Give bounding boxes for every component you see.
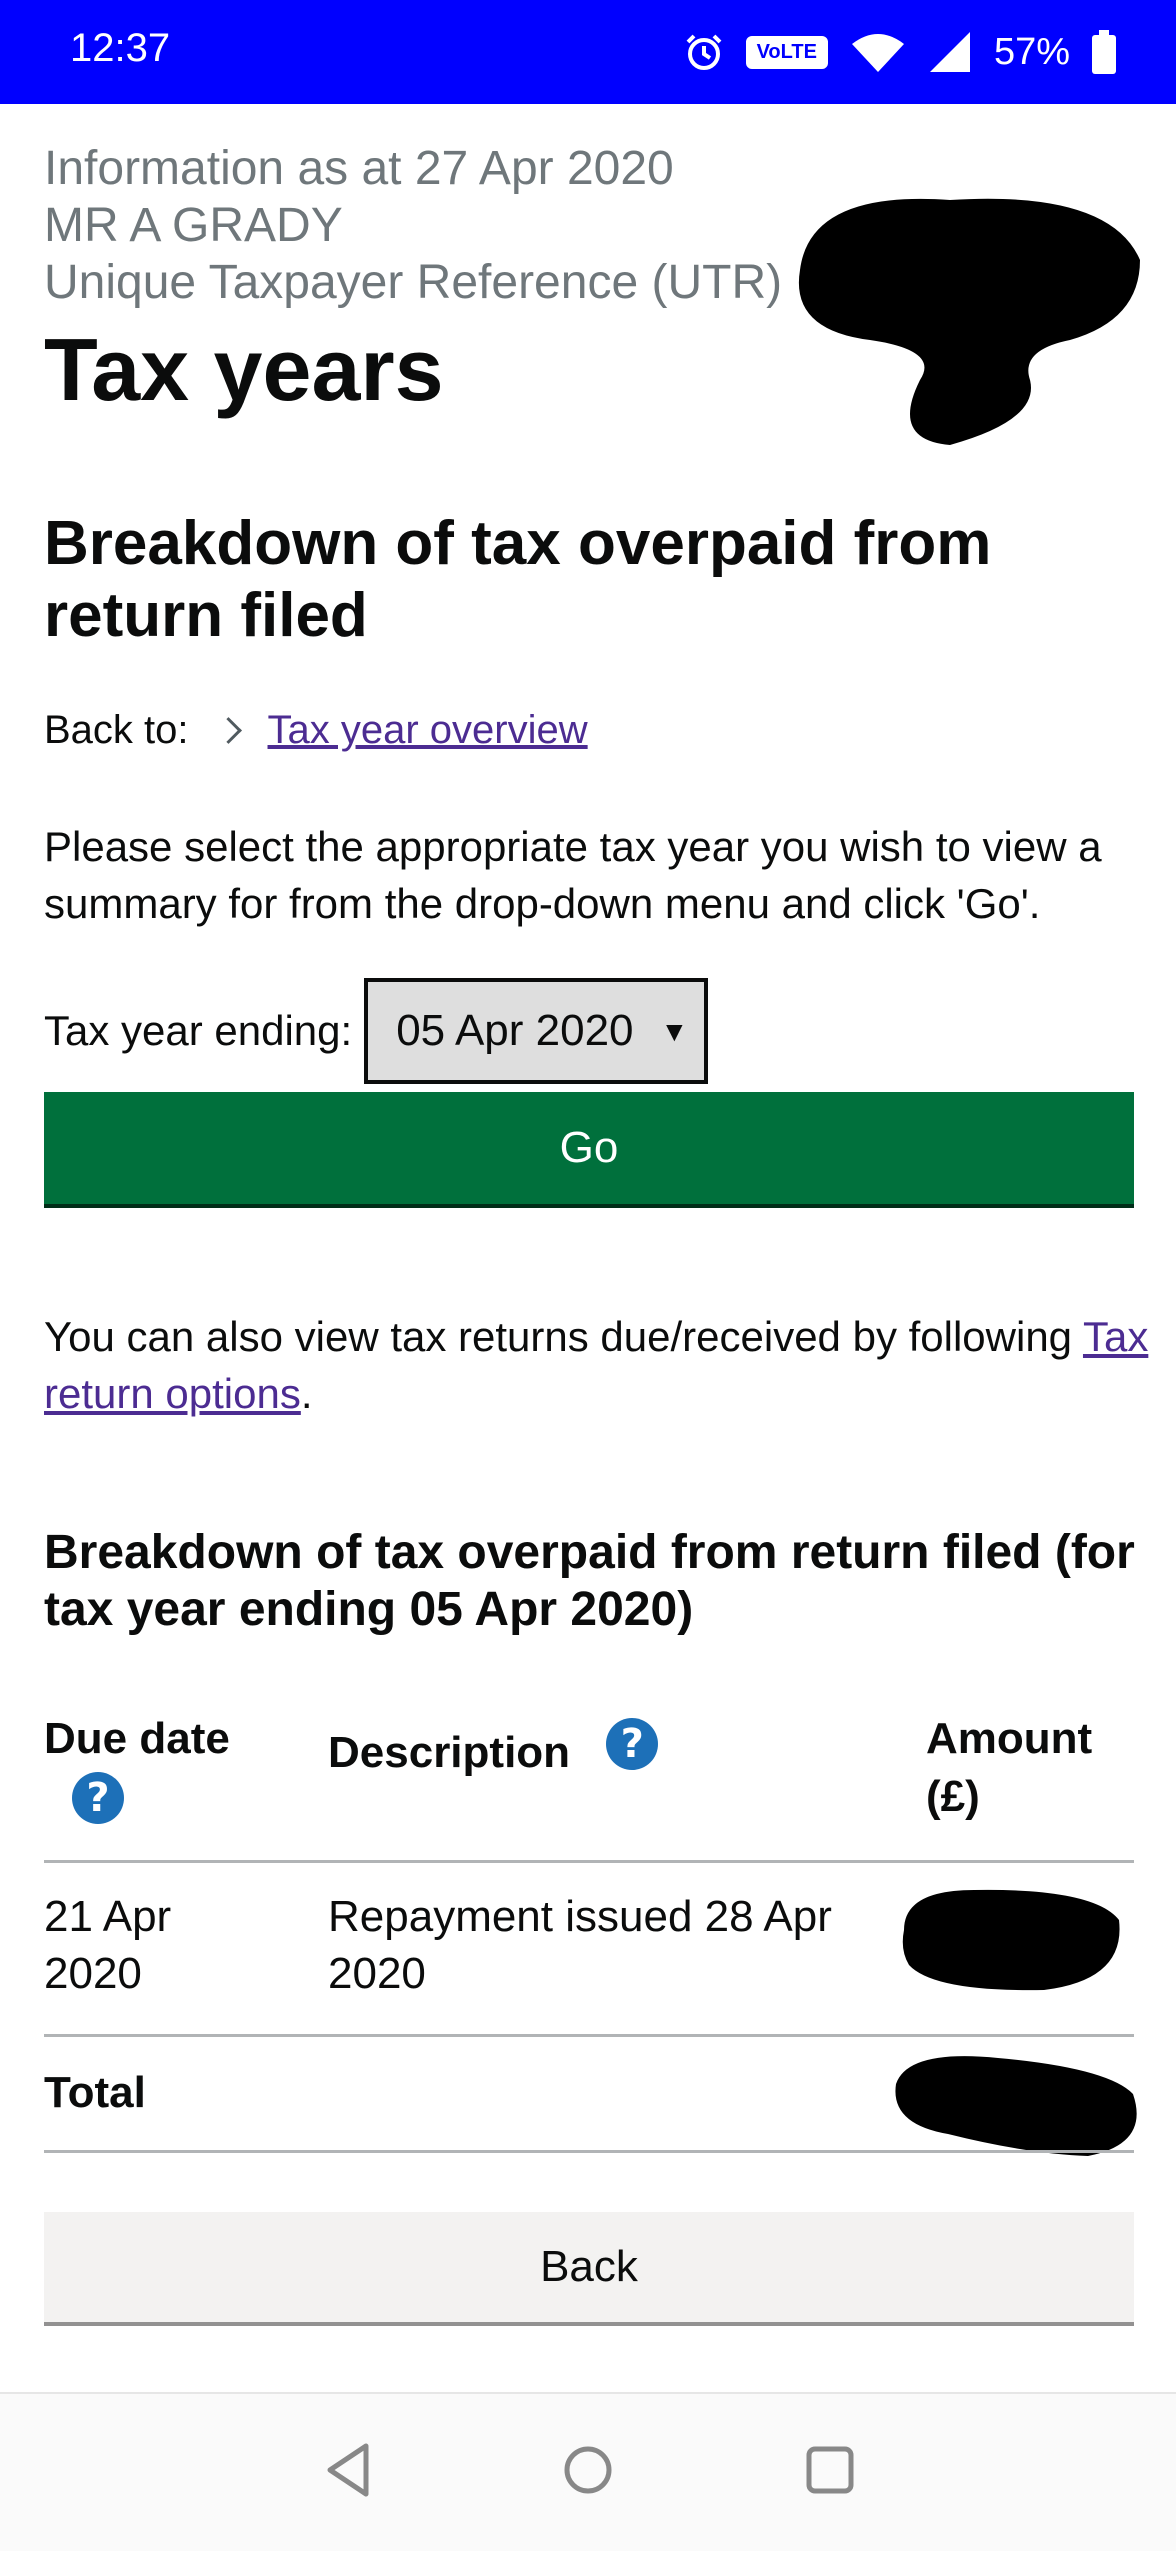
taxpayer-name: MR A GRADY	[44, 199, 343, 252]
status-icons	[684, 24, 1116, 80]
row-due-date-line1: 21 Apr	[44, 1892, 172, 1941]
row-description-line1: Repayment issued 28 Apr	[328, 1892, 832, 1941]
due-date-help-icon[interactable]: ?	[72, 1772, 124, 1824]
header-due-date	[44, 1710, 230, 1826]
table-divider	[44, 2034, 1134, 2037]
signal-icon	[928, 30, 972, 74]
redaction-total	[888, 2044, 1144, 2164]
back-to-label: Back to:	[44, 708, 189, 752]
also-end: .	[300, 1370, 313, 1417]
redaction-amount	[894, 1880, 1126, 2000]
header-amount-unit: (£)	[926, 1772, 980, 1821]
chevron-right-icon	[215, 717, 242, 744]
redaction-utr	[780, 180, 1150, 450]
row-due-date-line2: 2020	[44, 1949, 142, 1998]
intro-text: Please select the appropriate tax year you wish to view a summary for from the drop-down menu and click 'Go'.	[44, 823, 1102, 927]
tax-return-options-link[interactable]: Tax return options	[44, 1313, 1149, 1417]
volte-icon: VoLTE	[746, 36, 828, 69]
wifi-icon	[850, 30, 906, 74]
tax-year-value: 05 Apr 2020	[396, 1006, 634, 1055]
header-amount	[926, 1710, 1092, 1826]
header-description-label: Description	[328, 1728, 571, 1777]
info-date: Information as at 27 Apr 2020	[44, 142, 674, 195]
header-amount-label: Amount	[926, 1714, 1093, 1763]
description-help-icon[interactable]: ?	[606, 1718, 658, 1770]
header-description	[328, 1718, 658, 1782]
row-due-date	[44, 1888, 171, 2002]
header-due-date-label: Due date	[44, 1714, 230, 1763]
status-bar	[0, 0, 1176, 104]
utr-label: Unique Taxpayer Reference (UTR)	[44, 256, 783, 309]
also-text: You can also view tax returns due/received by following	[44, 1313, 1073, 1360]
tax-year-overview-link[interactable]: Tax year overview	[267, 708, 588, 752]
status-time: 12:37	[70, 26, 171, 70]
go-button[interactable]: Go	[44, 1092, 1134, 1204]
tax-year-select[interactable]	[364, 978, 708, 1084]
tax-return-options-text	[44, 1308, 1154, 1422]
table-divider	[44, 1860, 1134, 1863]
section-title: Breakdown of tax overpaid from return filed	[44, 509, 992, 650]
taxpayer-info	[44, 140, 782, 311]
row-description-line2: 2020	[328, 1949, 426, 1998]
battery-icon	[1092, 30, 1116, 74]
tax-year-selector	[44, 978, 708, 1084]
back-button[interactable]: Back	[44, 2212, 1134, 2322]
home-nav-icon[interactable]	[562, 2442, 614, 2498]
dropdown-arrow-icon: ▼	[660, 1016, 689, 1047]
total-label: Total	[44, 2068, 146, 2117]
tax-year-label: Tax year ending:	[44, 1007, 353, 1054]
alarm-icon	[684, 32, 724, 72]
page-title: Tax years	[44, 320, 444, 419]
navigation-bar	[0, 2392, 1176, 2551]
back-nav-icon[interactable]	[324, 2442, 372, 2498]
table-divider	[44, 2150, 1134, 2153]
breadcrumb	[44, 708, 588, 753]
battery-percent: 57%	[993, 30, 1070, 73]
row-description	[328, 1888, 832, 2002]
breakdown-title: Breakdown of tax overpaid from return filed (for tax year ending 05 Apr 2020)	[44, 1526, 1135, 1636]
recents-nav-icon[interactable]	[804, 2442, 856, 2498]
